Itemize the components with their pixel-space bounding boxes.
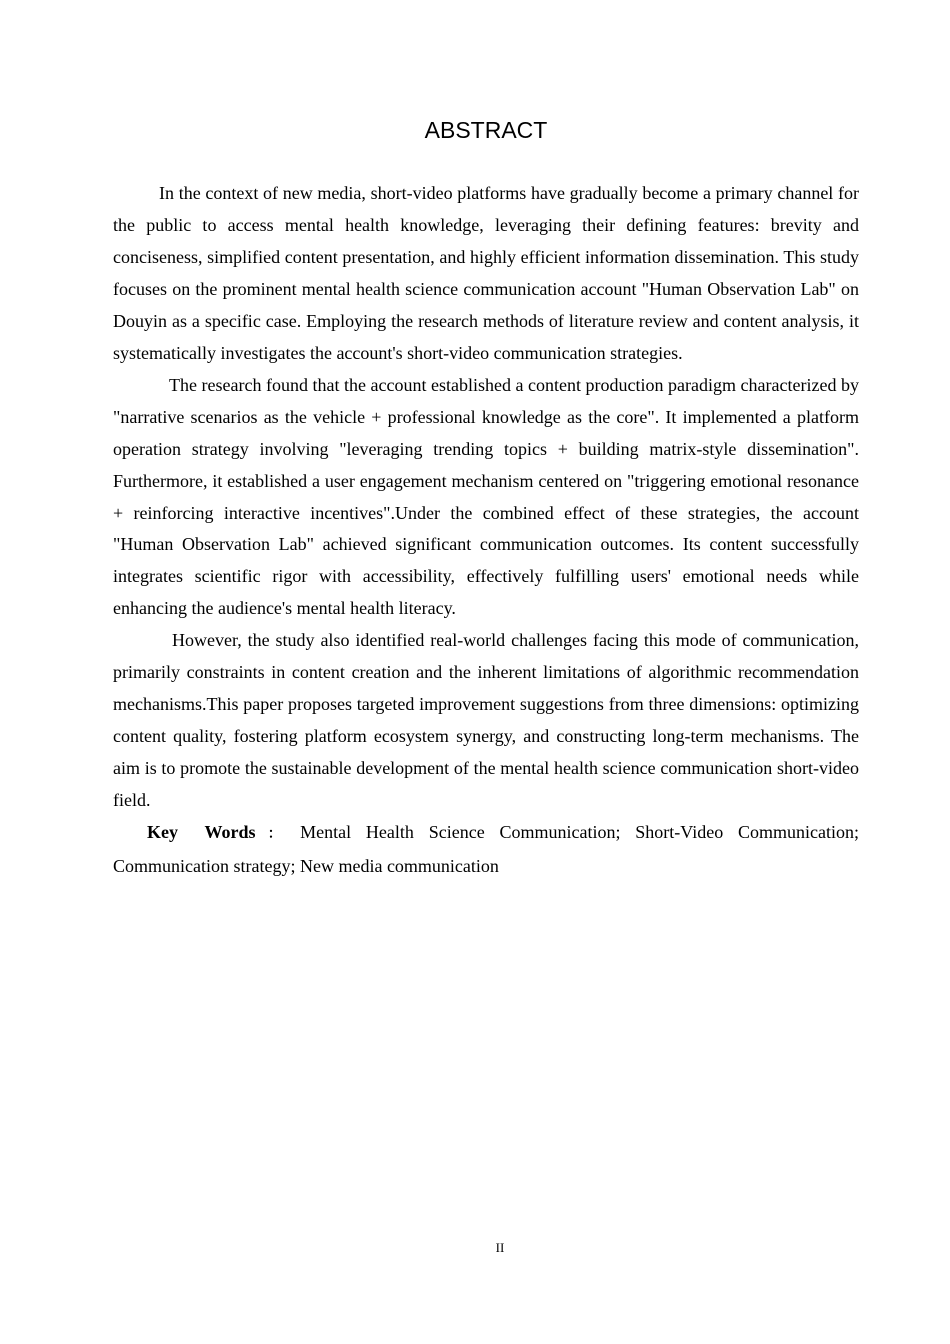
- abstract-paragraph-3: However, the study also identified real-world challenges facing this mode of communication, primarily constraints in content creation and the inherent limitations of algorithmic recommendation mechanisms.This paper proposes targeted improvement suggestions from three dimensions: optimizing content quality, fostering platform ecosystem synergy, and constructing long-term mechanisms. The aim is to promote the sustainable development of the mental health science communication short-video field.: [113, 630, 859, 811]
- page-number: II: [495, 1240, 505, 1255]
- keywords-colon: ：: [257, 827, 293, 843]
- abstract-paragraph-1: In the context of new media, short-video platforms have gradually become a primary channel for the public to access mental health knowledge, leveraging their defining features: brevity and conciseness, simplified content presentation, and highly efficient information dissemination. This study focuses on the prominent mental health science communication account "Human Observation Lab" on Douyin as a specific case. Employing the research methods of literature review and content analysis, it systematically investigates the account's short-video communication strategies.: [113, 183, 859, 363]
- keywords-label: Key Words: [147, 822, 256, 843]
- keywords-line: [113, 817, 859, 883]
- abstract-body: [113, 178, 859, 883]
- keywords-text: Mental Health Science Communication; Short-Video Communication; Communication strategy; New media communication: [113, 822, 859, 877]
- abstract-paragraph-2: The research found that the account established a content production paradigm characterized by "narrative scenarios as the vehicle + professional knowledge as the core". It implemented a platform operation strategy involving "leveraging trending topics + building matrix-style dissemination". Furthermore, it established a user engagement mechanism centered on "triggering emotional resonance + reinforcing interactive incentives".Under the combined effect of these strategies, the account "Human Observation Lab" achieved significant communication outcomes. Its content successfully integrates scientific rigor with accessibility, effectively fulfilling users' emotional needs while enhancing the audience's mental health literacy.: [113, 374, 859, 619]
- abstract-title: ABSTRACT: [424, 117, 548, 143]
